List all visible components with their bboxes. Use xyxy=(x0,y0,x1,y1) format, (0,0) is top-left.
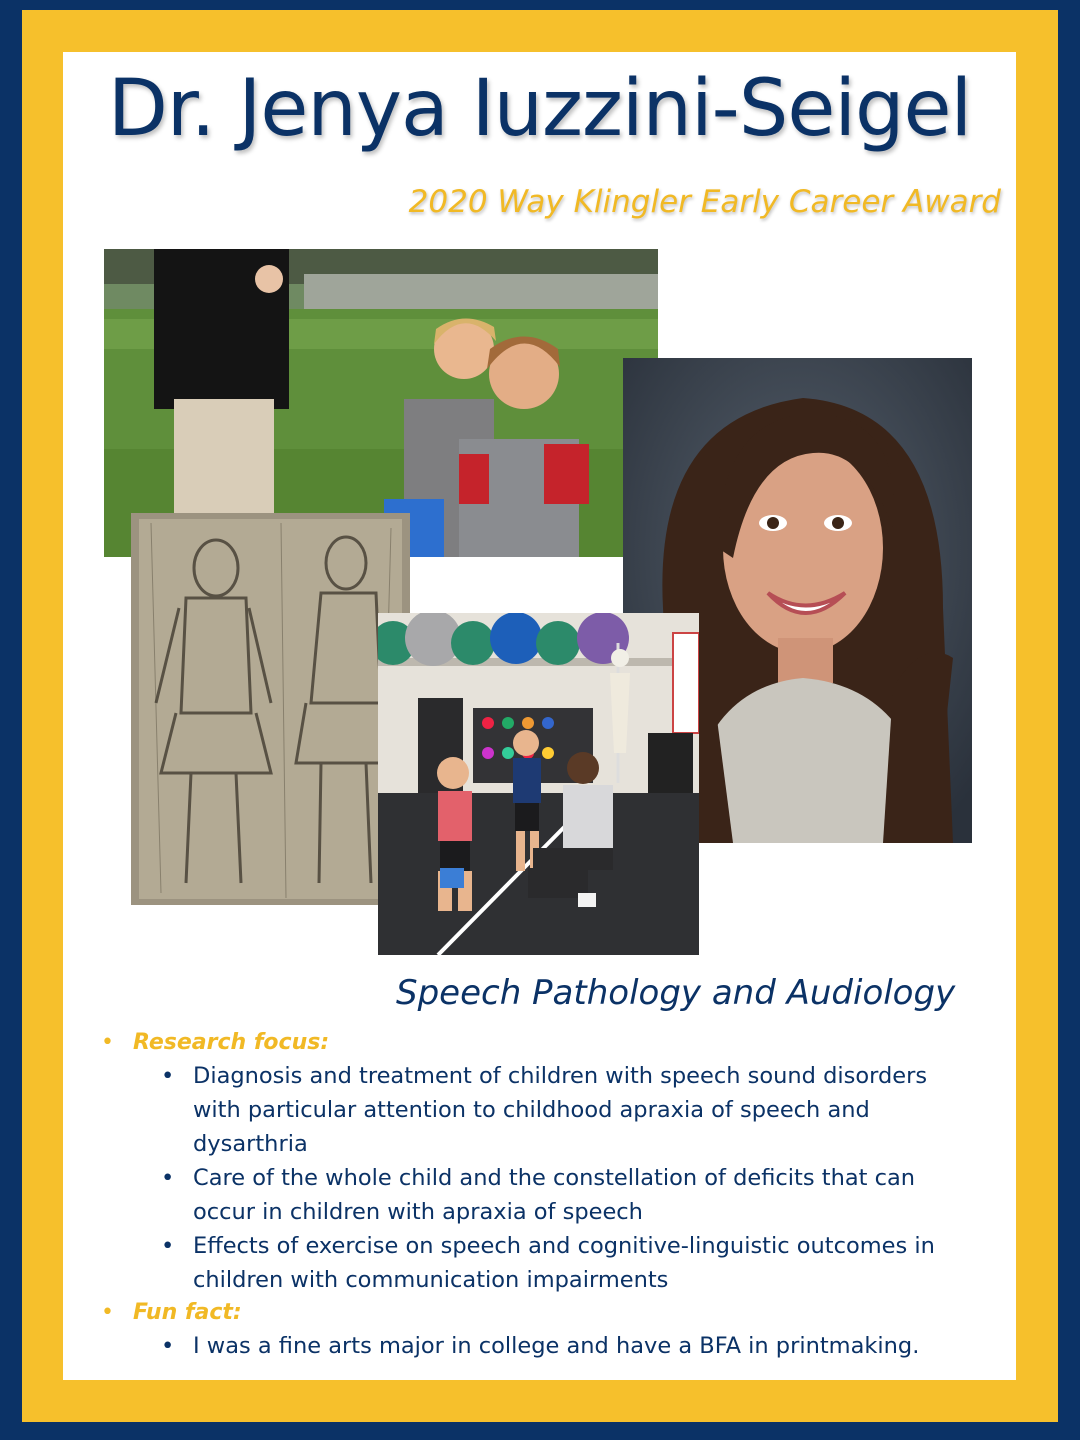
list-item xyxy=(133,1161,977,1229)
bullet-icon: • xyxy=(161,1063,175,1089)
list-item xyxy=(133,1329,977,1363)
page-title: Dr. Jenya Iuzzini-Seigel xyxy=(107,64,972,154)
list-item xyxy=(133,1229,977,1297)
bullet-icon: • xyxy=(161,1333,175,1359)
bullet-icon: • xyxy=(101,1030,114,1055)
figure-drawing-artwork xyxy=(131,513,410,905)
fun-fact-text: I was a fine arts major in college and have a BFA in printmaking. xyxy=(193,1333,920,1359)
bullet-icon: • xyxy=(101,1300,114,1325)
research-item-text: Diagnosis and treatment of children with speech sound disorders with particular attention to childhood apraxia of speech and dysarthria xyxy=(193,1063,928,1157)
children-speech-therapy-outdoors-photo xyxy=(104,249,658,557)
fun-fact-section xyxy=(97,1297,977,1329)
bullet-icon: • xyxy=(161,1233,175,1259)
list-item xyxy=(133,1059,977,1161)
children-exercise-gym-photo xyxy=(378,613,699,955)
research-item-text: Effects of exercise on speech and cognitive-linguistic outcomes in children with communication impairments xyxy=(193,1233,935,1293)
bullet-list xyxy=(97,1027,977,1363)
department-label: Speech Pathology and Audiology xyxy=(396,973,956,1013)
award-subtitle: 2020 Way Klingler Early Career Award xyxy=(408,184,1001,220)
fun-fact-heading: Fun fact: xyxy=(133,1300,242,1325)
research-focus-heading: Research focus: xyxy=(133,1030,330,1055)
bullet-icon: • xyxy=(161,1165,175,1191)
poster-page xyxy=(63,52,1016,1380)
research-focus-section xyxy=(97,1027,977,1059)
research-item-text: Care of the whole child and the constellation of deficits that can occur in children with apraxia of speech xyxy=(193,1165,916,1225)
